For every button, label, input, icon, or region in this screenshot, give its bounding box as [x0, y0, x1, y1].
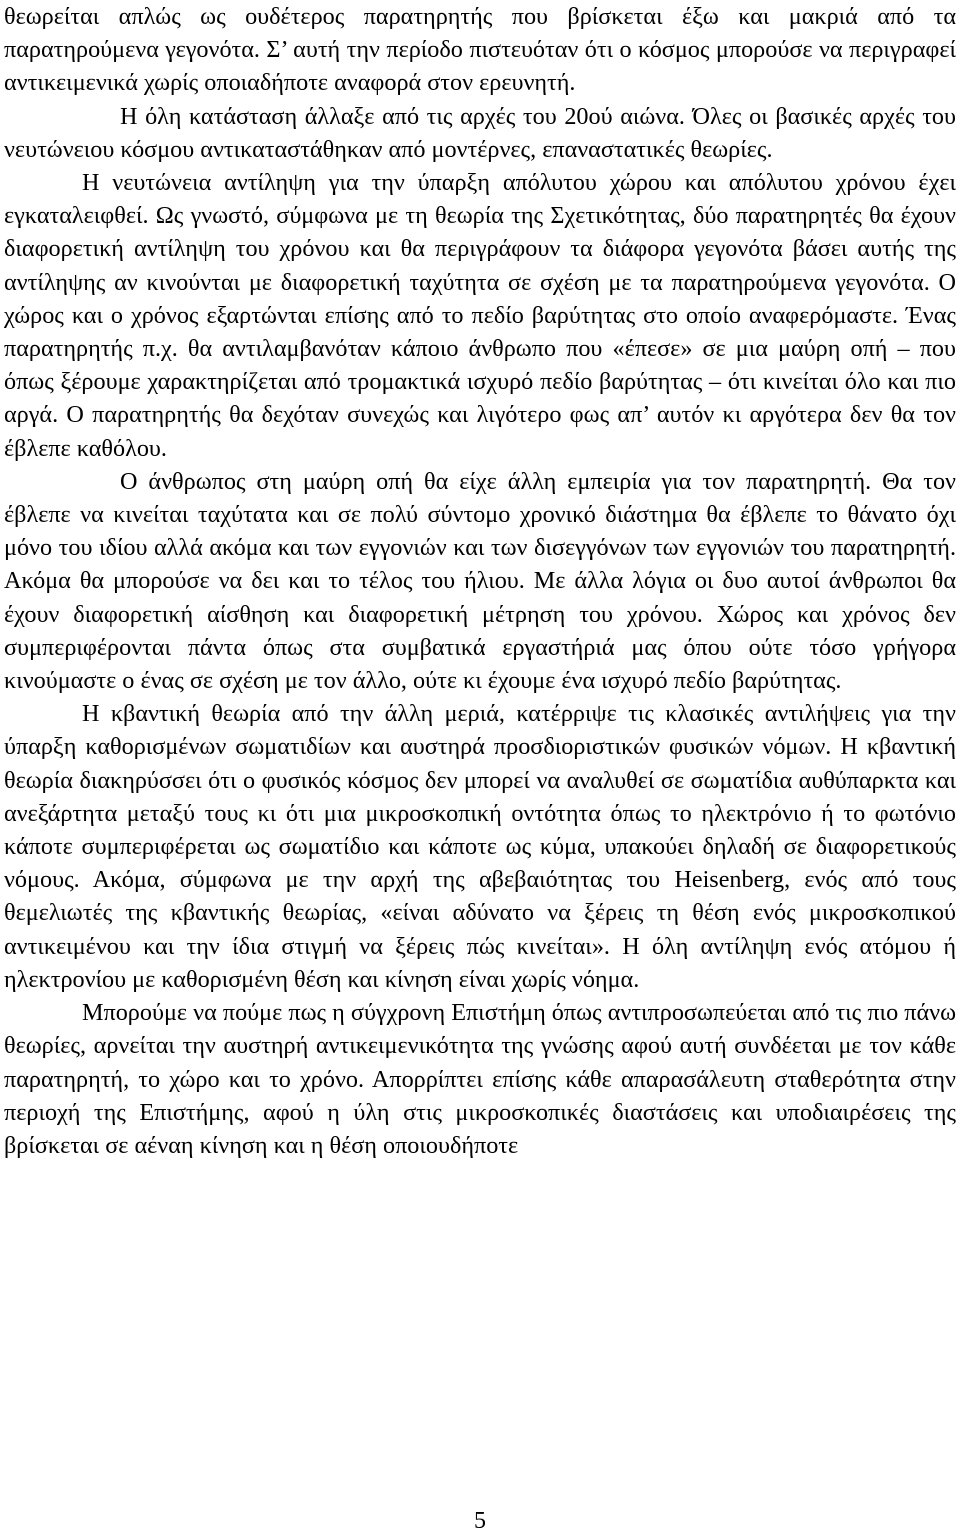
paragraph-modern-science: Μπορούμε να πούμε πως η σύγχρονη Επιστήμη όπως αντιπροσωπεύεται από τις πιο πάνω θεωρίες, αρνείται την αυστηρή αντικειμενικότητα της γνώσης αφού αυτή συνδέεται με τον κάθε παρατηρητή, το χώρο και το χρόνο. Απορρίπτει επίσης κάθε απαρασάλευτη σταθερότητα στην περιοχή της Επιστήμης, αφού η ύλη στις μικροσκοπικές διαστάσεις και υποδιαιρέσεις της βρίσκεται σε αέναη κίνηση και η θέση οποιουδήποτε	[4, 999, 956, 1159]
page-number: 5	[474, 1508, 486, 1534]
paragraph-black-hole: Ο άνθρωπος στη μαύρη οπή θα είχε άλλη εμπειρία για τον παρατηρητή. Θα τον έβλεπε να κινείται ταχύτατα και σε πολύ σύντομο χρονικό διάστημα θα έβλεπε το θάνατο όχι μόνο του ιδίου αλλά ακόμα και των εγγονιών και των δισεγγόνων των εγγονιών του παρατηρητή. Ακόμα θα μπορούσε να δει και το τέλος του ήλιου. Με άλλα λόγια οι δυο αυτοί άνθρωποι θα έχουν διαφορετική αίσθηση και διαφορετική μέτρηση του χρόνου. Χώρος και χρόνος δεν συμπεριφέρονται πάντα όπως στα συμβατικά εργαστήριά μας όπου ούτε τόσο γρήγορα κινούμαστε ο ένας σε σχέση με τον άλλο, ούτε κι έχουμε ένα ισχυρό πεδίο βαρύτητας.	[4, 467, 956, 695]
document-page	[4, 0, 956, 1162]
paragraph-quantum-theory: Η κβαντική θεωρία από την άλλη μεριά, κατέρριψε τις κλασικές αντιλήψεις για την ύπαρξη καθορισμένων σωματιδίων και αυστηρά προσδιοριστικών φυσικών νόμων. Η κβαντική θεωρία διακηρύσσει ότι ο φυσικός κόσμος δεν μπορεί να αναλυθεί σε σωματίδια αυθύπαρκτα και ανεξάρτητα μεταξύ τους κι ότι μια μικροσκοπική οντότητα όπως το ηλεκτρόνιο ή το φωτόνιο κάποτε συμπεριφέρεται ως σωματίδιο και κάποτε ως κύμα, υπακούει δηλαδή σε διαφορετικούς νόμους. Ακόμα, σύμφωνα με την αρχή της αβεβαιότητας του Heisenberg, ενός από τους θεμελιωτές της κβαντικής θεωρίας, «είναι αδύνατο να ξέρεις τη θέση ενός μικροσκοπικού αντικειμένου και την ίδια στιγμή να ξέρεις πώς κινείται». Η όλη αντίληψη ενός ατόμου ή ηλεκτρονίου με καθορισμένη θέση και κίνηση είναι χωρίς νόημα.	[4, 700, 956, 993]
paragraph-relativity: Η νευτώνεια αντίληψη για την ύπαρξη απόλυτου χώρου και απόλυτου χρόνου έχει εγκαταλειφθεί. Ως γνωστό, σύμφωνα με τη θεωρία της Σχετικότητας, δύο παρατηρητές θα έχουν διαφορετική αντίληψη του χρόνου και θα περιγράφουν τα διάφορα γεγονότα βάσει αυτής της αντίληψης αν κινούνται με διαφορετική ταχύτητα σε σχέση με τα παρατηρούμενα γεγονότα. Ο χώρος και ο χρόνος εξαρτώνται επίσης από το πεδίο βαρύτητας στο οποίο αναφερόμαστε. Ένας παρατηρητής π.χ. θα αντιλαμβανόταν κάποιο άνθρωπο που «έπεσε» σε μια μαύρη οπή – που όπως ξέρουμε χαρακτηρίζεται από τρομακτικά ισχυρό πεδίο βαρύτητας – ότι κινείται όλο και πιο αργά. Ο παρατηρητής θα δεχόταν συνεχώς και λιγότερο φως απ’ αυτόν κι αργότερα δεν θα τον έβλεπε καθόλου.	[4, 169, 956, 462]
paragraph-continuation: θεωρείται απλώς ως ουδέτερος παρατηρητής που βρίσκεται έξω και μακριά από τα παρατηρούμενα γεγονότα. Σ’ αυτή την περίοδο πιστευόταν ότι ο κόσμος μπορούσε να περιγραφεί αντικειμενικά χωρίς οποιαδήποτε αναφορά στον ερευνητή.	[4, 3, 956, 97]
paragraph-20th-century: Η όλη κατάσταση άλλαξε από τις αρχές του 20ού αιώνα. Όλες οι βασικές αρχές του νευτώνειου κόσμου αντικαταστάθηκαν από μοντέρνες, επαναστατικές θεωρίες.	[4, 102, 956, 163]
